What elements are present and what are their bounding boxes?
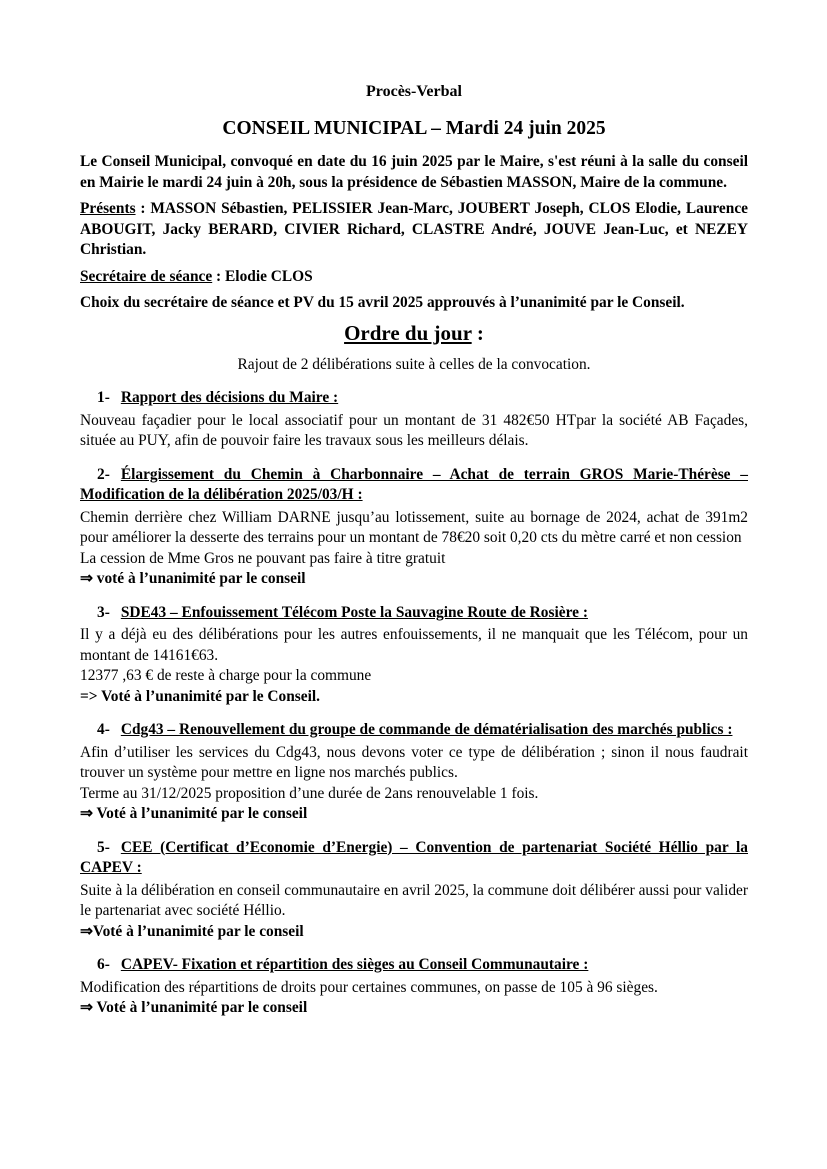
item-body-paragraph: Chemin derrière chez William DARNE jusqu’au lotissement, suite au bornage de 2024, achat de 391m2 pour améliorer la desserte des terrains pour un montant de 78€20 soit 0,20 cts du mètre carré et non cession — [80, 508, 748, 546]
item-number: 5- — [97, 838, 110, 856]
item-title: Rapport des décisions du Maire : — [120, 389, 339, 406]
item-title: Élargissement du Chemin à Charbonnaire – Achat de terrain GROS Marie-Thérèse – Modification de la délibération 2025/03/H : — [80, 465, 748, 503]
item-body-paragraph: 12377 ,63 € de reste à charge pour la commune — [80, 667, 372, 684]
agenda-note: Rajout de 2 délibérations suite à celles de la convocation. — [237, 355, 591, 373]
item-number: 3- — [97, 603, 110, 621]
document-title: Procès-Verbal — [366, 83, 462, 100]
item-vote-line: ⇒ Voté à l’unanimité par le conseil — [80, 999, 308, 1016]
secretary-name: : Elodie CLOS — [212, 267, 313, 285]
item-number: 4- — [97, 721, 110, 738]
agenda-item — [80, 388, 748, 452]
item-title: SDE43 – Enfouissement Télécom Poste la Sauvagine Route de Rosière : — [120, 603, 588, 621]
item-body-paragraph: Il y a déjà eu des délibérations pour les autres enfouissements, il ne manquait que les Télécom, pour un montant de 14161€63. — [80, 626, 748, 664]
item-heading — [80, 388, 748, 409]
item-vote-line: ⇒Voté à l’unanimité par le conseil — [80, 922, 304, 940]
item-heading — [80, 720, 748, 741]
intro-paragraph: Le Conseil Municipal, convoqué en date du 16 juin 2025 par le Maire, s'est réuni à la salle du conseil en Mairie le mardi 24 juin à 20h, sous la présidence de Sébastien MASSON, Maire de la commune. — [80, 153, 748, 191]
item-heading — [80, 955, 748, 976]
item-title: CAPEV- Fixation et répartition des sièges au Conseil Communautaire : — [120, 956, 589, 973]
item-body-paragraph: La cession de Mme Gros ne pouvant pas faire à titre gratuit — [80, 549, 446, 567]
presents-label: Présents — [80, 200, 136, 217]
approval-line: Choix du secrétaire de séance et PV du 15 avril 2025 approuvés à l’unanimité par le Conseil. — [80, 294, 685, 311]
item-vote-line: ⇒ voté à l’unanimité par le conseil — [80, 570, 306, 587]
agenda-title-suffix: : — [471, 320, 484, 345]
item-title: Cdg43 – Renouvellement du groupe de commande de dématérialisation des marchés publics : — [120, 721, 733, 738]
agenda-item — [80, 720, 748, 825]
item-body-paragraph: Modification des répartitions de droits pour certaines communes, on passe de 105 à 96 sièges. — [80, 978, 658, 996]
item-title: CEE (Certificat d’Economie d’Energie) – Convention de partenariat Société Héllio par la CAPEV : — [80, 838, 748, 876]
agenda-item — [80, 955, 748, 1019]
item-heading — [80, 838, 748, 879]
agenda-item — [80, 465, 748, 590]
item-heading — [80, 603, 748, 624]
presents-names: : MASSON Sébastien, PELISSIER Jean-Marc, JOUBERT Joseph, CLOS Elodie, Laurence ABOUGIT, Jacky BERARD, CIVIER Richard, CLASTRE André, JOUVE Jean-Luc, et NEZEY Christian. — [80, 200, 748, 258]
agenda-title — [80, 320, 748, 346]
item-body-paragraph: Nouveau façadier pour le local associatif pour un montant de 31 482€50 HTpar la société AB Façades, située au PUY, afin de pouvoir faire les travaux sous les meilleurs délais. — [80, 411, 748, 449]
item-body-paragraph: Suite à la délibération en conseil communautaire en avril 2025, la commune doit délibérer aussi pour valider le partenariat avec société Héllio. — [80, 881, 748, 919]
item-number: 6- — [97, 956, 110, 973]
agenda-item — [80, 838, 748, 943]
item-number: 1- — [97, 389, 110, 406]
item-body-paragraph: Afin d’utiliser les services du Cdg43, nous devons voter ce type de délibération ; sinon il nous faudrait trouver un système pour mettre en ligne nos marchés publics. — [80, 743, 748, 781]
document-subtitle: CONSEIL MUNICIPAL – Mardi 24 juin 2025 — [222, 118, 606, 139]
agenda-item — [80, 603, 748, 708]
item-number: 2- — [97, 465, 110, 483]
presents-paragraph — [80, 199, 748, 261]
item-body-paragraph: Terme au 31/12/2025 proposition d’une durée de 2ans renouvelable 1 fois. — [80, 784, 539, 802]
agenda-items — [80, 388, 748, 1019]
secretary-line — [80, 267, 748, 288]
item-vote-line: => Voté à l’unanimité par le Conseil. — [80, 687, 321, 705]
item-vote-line: ⇒ Voté à l’unanimité par le conseil — [80, 805, 308, 822]
secretary-label: Secrétaire de séance — [80, 267, 213, 285]
item-heading — [80, 465, 748, 506]
agenda-title-label: Ordre du jour — [344, 320, 472, 345]
